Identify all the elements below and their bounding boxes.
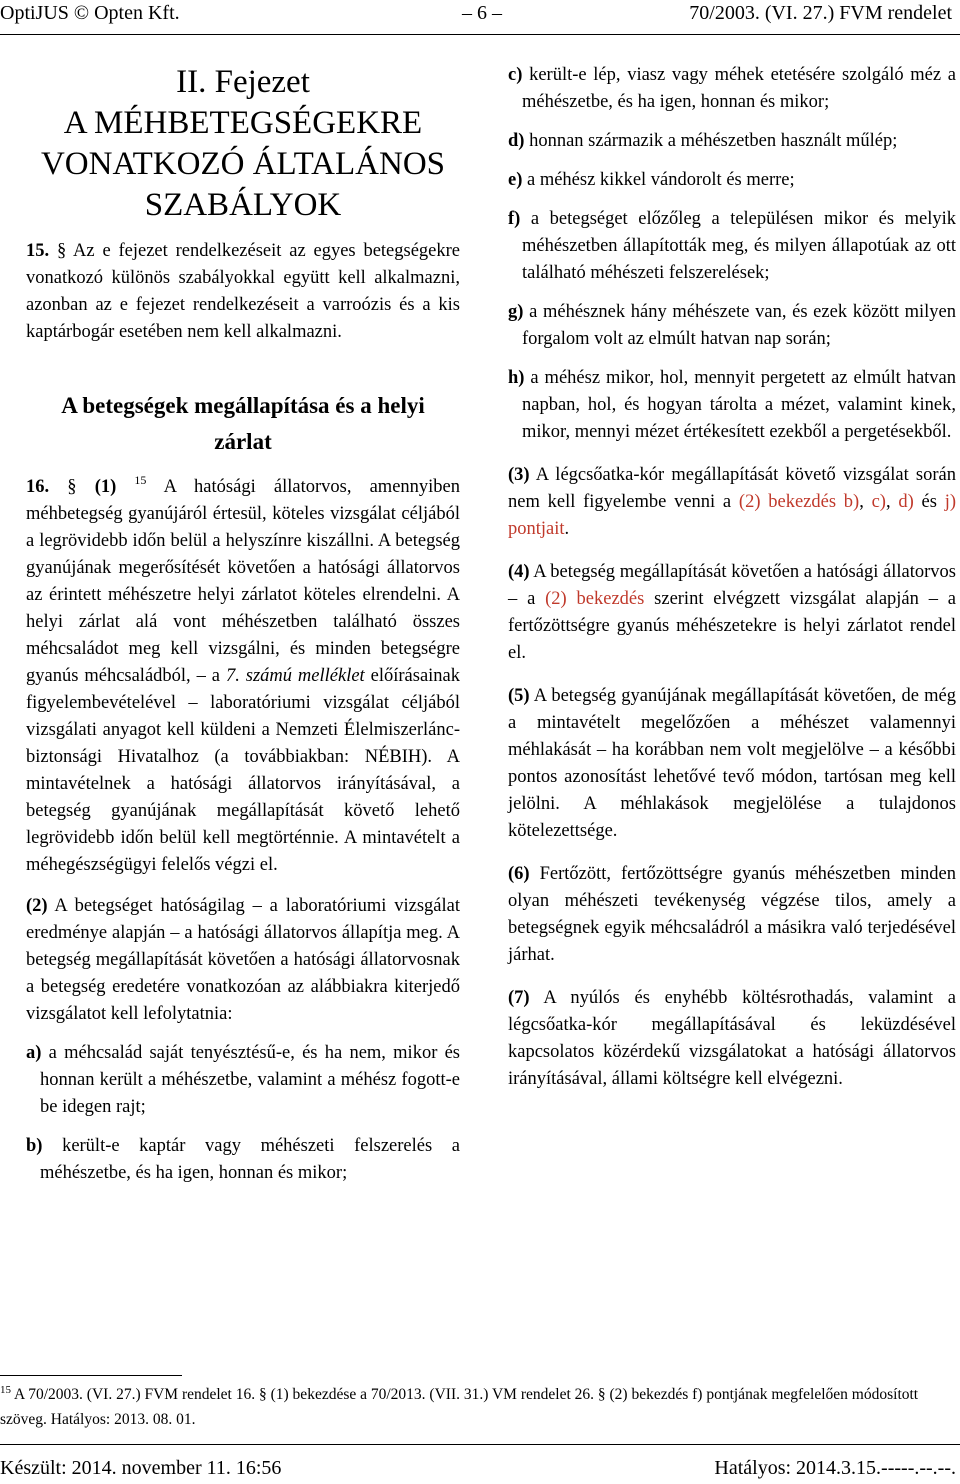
paragraph-number: (2) — [26, 896, 48, 916]
chapter-number: II. Fejezet — [176, 64, 310, 100]
list-item-g — [508, 299, 956, 353]
footer-effective-date: Hatályos: 2014.3.15.-----.--.--. — [714, 1457, 956, 1479]
subheading — [26, 388, 460, 460]
cross-reference-link[interactable]: c) — [871, 492, 886, 512]
paragraph-text: A betegség gyanújának megállapítását követően, de még a mintavételt megelőzően a méhészet valamennyi méhlakását – ha korábban nem volt megjelölve – a későbbi pontos azonosítást lehetővé tevő módon, tartósan meg kell jelölni. A méhlakások megjelölése a tulajdonos kötelezettsége. — [508, 686, 956, 841]
item-label: b) — [26, 1136, 43, 1156]
paragraph-text: A hatósági állatorvos, amennyiben méhbetegség gyanújáról értesül, köteles vizsgálat céljából a legrövidebb időn belül a helyszínre kiszállni. A betegség gyanújának megerősítését követően a hatósági állatorvos az érintett méhészetre helyi zárlatot köteles elrendelni. A helyi zárlat alá vont méhészetben található összes méhcsaládot meg kell vizsgálni, és minden betegségre gyanús méhcsaládból, – a — [26, 477, 461, 686]
item-label: f) — [508, 209, 521, 229]
chapter-title-line-1: A MÉHBETEGSÉGEKRE — [63, 105, 423, 141]
cross-reference-link[interactable]: (2) bekezdés — [545, 589, 645, 609]
paragraph-number: (1) — [94, 477, 117, 497]
item-label: g) — [508, 302, 524, 322]
footer-created-date: Készült: 2014. november 11. 16:56 — [0, 1457, 282, 1479]
section-16-paragraph-6 — [508, 861, 956, 969]
cross-reference-link[interactable]: d) — [898, 492, 914, 512]
cross-reference-link[interactable]: (2) bekezdés b) — [738, 492, 860, 512]
item-label: a) — [26, 1043, 42, 1063]
section-16-paragraph-2 — [26, 893, 460, 1028]
item-text: honnan származik a méhészetben használt műlép; — [529, 131, 898, 151]
paragraph-text: Fertőzött, fertőzöttségre gyanús méhészetben minden olyan méhészeti tevékenység végzése tilos, amely a betegségnek egyik méhcsaládról a másikra való terjedésével járhat. — [508, 864, 956, 965]
section-16-number: 16. — [26, 477, 50, 497]
subheading-line-1: A betegségek megállapítása és a helyi — [61, 393, 425, 418]
item-text: került-e lép, viasz vagy méhek etetésére szolgáló méz a méhészetbe, és ha igen, honnan és mikor; — [522, 65, 957, 112]
item-label: e) — [508, 170, 523, 190]
list-item-f — [508, 206, 956, 287]
section-sign: § — [56, 241, 67, 261]
paragraph-number: (6) — [508, 864, 530, 884]
chapter-title-line-3: SZABÁLYOK — [144, 187, 342, 223]
subheading-line-2: zárlat — [214, 429, 272, 454]
paragraph-number: (7) — [508, 988, 530, 1008]
footnote-divider — [0, 1375, 182, 1376]
item-text: a méhész mikor, hol, mennyit pergetett az elmúlt hatvan napban, hol, és hogyan tárolta a mézet, valamint kinek, mikor, mennyi mézet értékesített ezekből a pergetésekből. — [522, 368, 957, 442]
section-16-paragraph-7 — [508, 985, 956, 1093]
paragraph-number: (5) — [508, 686, 530, 706]
chapter-title — [26, 62, 460, 226]
annex-reference: 7. számú melléklet — [225, 666, 365, 686]
section-sign: § — [67, 477, 77, 497]
section-16-paragraph-4 — [508, 559, 956, 667]
item-label: c) — [508, 65, 523, 85]
header-divider — [0, 34, 960, 35]
list-item-e — [508, 167, 956, 194]
footnote — [0, 1382, 956, 1432]
header-document-title: 70/2003. (VI. 27.) FVM rendelet — [689, 2, 952, 24]
header-page-number: – 6 – — [462, 2, 502, 24]
item-text: került-e kaptár vagy méhészeti felszerelés a méhészetbe, és ha igen, honnan és mikor; — [40, 1136, 460, 1183]
item-text: a méhcsalád saját tenyésztésű-e, és ha nem, mikor és honnan került a méhészetbe, valamint a méhész fogott-e be idegen rajt; — [40, 1043, 461, 1117]
sentence-end: . — [564, 519, 570, 539]
footnote-number: 15 — [0, 1384, 11, 1396]
page-header — [0, 0, 960, 26]
footnote-text: A 70/2003. (VI. 27.) FVM rendelet 16. § (1) bekezdése a 70/2013. (VII. 31.) VM rendelet 26. § (2) bekezdés f) pontjának megfelelően módosított szöveg. Hatályos: 2013. 08. 01. — [0, 1386, 919, 1428]
paragraph-text: A betegséget hatóságilag – a laboratóriumi vizsgálat eredménye alapján – a hatósági állatorvos állapítja meg. A betegség megállapítását követően a hatósági állatorvosnak a betegség eredetére vonatkozóan az alábbiakra kiterjedő vizsgálatot kell lefolytatnia: — [26, 896, 461, 1024]
separator: és — [913, 492, 945, 512]
paragraph-text: előírásainak figyelembevételével – laboratóriumi vizsgálat céljából vizsgálati anyagot kell küldeni a Nemzeti Élelmiszerlánc-biztonsági Hivatalhoz (a továbbiakban: NÉBIH). A mintavételnek a hatósági állatorvos irányításával, a betegség gyanújának megállapítását követő lehető legrövidebb időn belül kell megtörténnie. A mintavételt a méhegészségügyi felelős végzi el. — [26, 666, 461, 875]
header-publisher: OptiJUS © Opten Kft. — [0, 2, 180, 24]
cross-reference-link[interactable]: j) pontjait — [508, 492, 957, 539]
left-column — [26, 62, 460, 1187]
paragraph-number: (4) — [508, 562, 530, 582]
paragraph-number: (3) — [508, 465, 530, 485]
separator: , — [885, 492, 899, 512]
item-label: h) — [508, 368, 525, 388]
paragraph-text: szerint elvégzett vizsgálat alapján – a fertőzöttségre gyanús méhészetekre is helyi zárlatot rendel el. — [508, 589, 956, 663]
right-column — [508, 62, 956, 1093]
item-label: d) — [508, 131, 525, 151]
paragraph-text: A légcsőatka-kór megállapítását követő vizsgálat során nem kell figyelembe venni a — [508, 465, 956, 512]
list-item-d — [508, 128, 956, 155]
section-15-number: 15. — [26, 241, 50, 261]
item-text: a méhész kikkel vándorolt és merre; — [527, 170, 795, 190]
list-item-b — [26, 1133, 460, 1187]
separator: , — [859, 492, 872, 512]
footer-divider — [0, 1444, 960, 1445]
paragraph-text: A nyúlós és enyhébb költésrothadás, valamint a légcsőatka-kór megállapításával és leküzdésével kapcsolatos közérdekű vizsgálatokat a hatósági állatorvos irányításával, állami költségre kell elvégezni. — [508, 988, 956, 1089]
item-text: a méhésznek hány méhészete van, és ezek között milyen forgalom volt az elmúlt hatvan nap során; — [522, 302, 957, 349]
list-item-h — [508, 365, 956, 446]
chapter-title-line-2: VONATKOZÓ ÁLTALÁNOS — [40, 146, 446, 182]
section-16-paragraph-1 — [26, 474, 460, 879]
section-16-paragraph-3 — [508, 462, 956, 543]
section-15 — [26, 238, 460, 346]
list-item-a — [26, 1040, 460, 1121]
list-item-c — [508, 62, 956, 116]
footnote-reference[interactable]: 15 — [134, 473, 147, 487]
item-text: a betegséget előzőleg a településen mikor és melyik méhészetben állapították meg, és milyen állapotúak az ott található méhészeti felszerelések; — [522, 209, 957, 283]
paragraph-text: A betegség megállapítását követően a hatósági állatorvos – a — [508, 562, 956, 609]
section-16-paragraph-5 — [508, 683, 956, 845]
section-15-text: Az e fejezet rendelkezéseit az egyes betegségekre vonatkozó különös szabályokkal együtt kell alkalmazni, azonban az e fejezet rendelkezéseit a varroózis és a kis kaptárbogár esetében nem kell alkalmazni. — [26, 241, 461, 342]
